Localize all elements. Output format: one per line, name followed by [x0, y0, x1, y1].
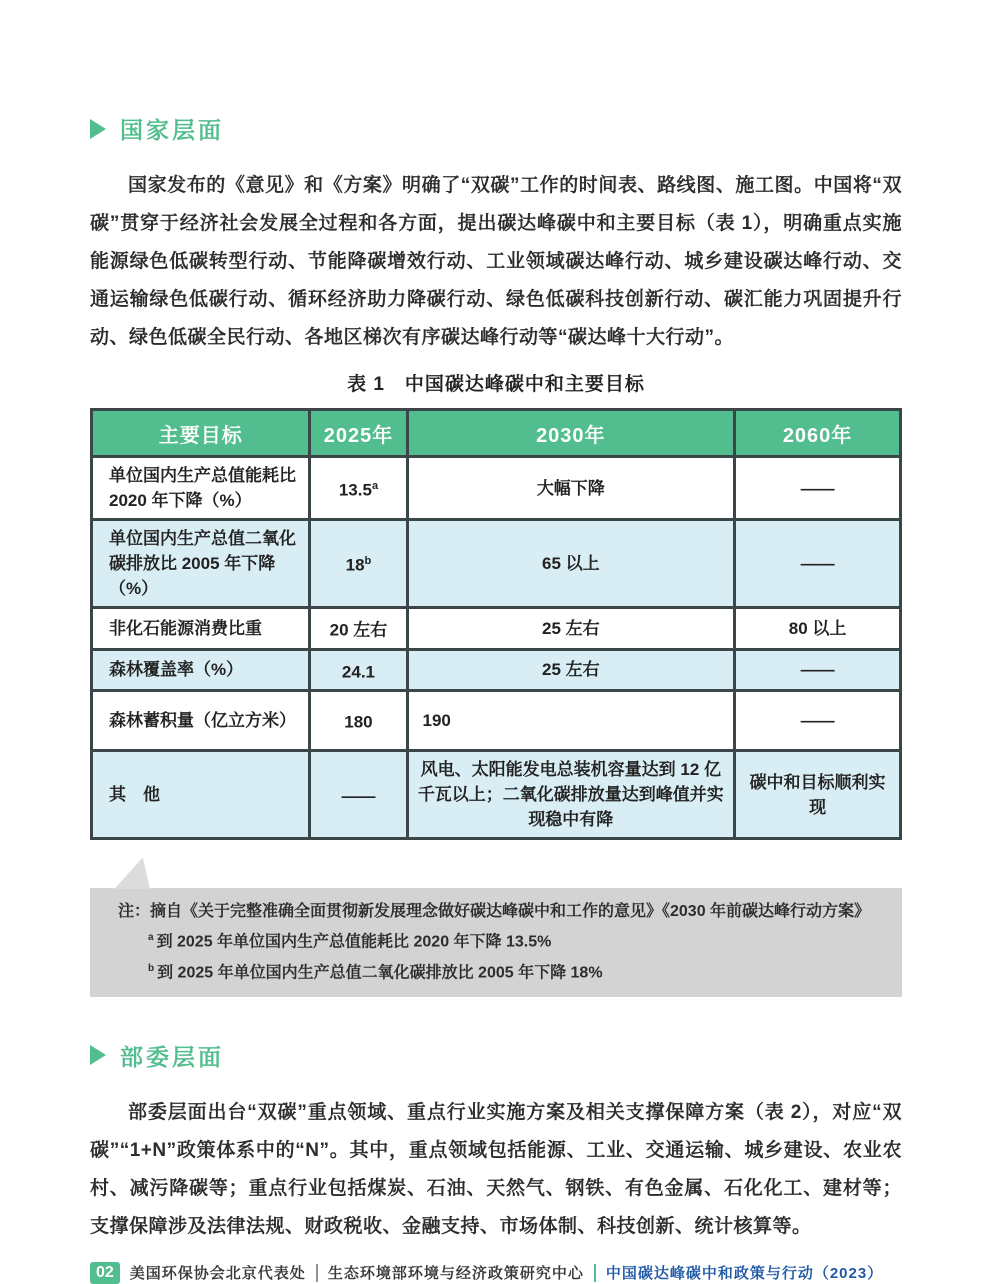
footer-org-1: 美国环保协会北京代表处: [129, 1265, 306, 1283]
cell-2025: [310, 691, 407, 751]
footer-org-2: 生态环境部环境与经济政策研究中心: [327, 1265, 584, 1283]
page-footer: [90, 1262, 902, 1284]
cell-2025-value: 18: [345, 555, 365, 575]
cell-2025-value: 20 左右: [329, 620, 388, 640]
page-number-badge: 02: [90, 1262, 120, 1284]
table-row: [92, 649, 901, 691]
section-heading-text: 部委层面: [120, 1043, 224, 1070]
note-box: [90, 888, 902, 997]
table-caption: 表 1 中国碳达峰碳中和主要目标: [347, 374, 645, 395]
triangle-bullet-icon: [90, 1045, 106, 1065]
row-label: 森林覆盖率（%）: [92, 649, 310, 691]
cell-2030: 190: [407, 691, 735, 751]
section-heading-ministry: [90, 1039, 902, 1072]
cell-2030: 65 以上: [407, 520, 735, 608]
footnote-a-mark: a: [148, 932, 154, 944]
goals-table: [90, 408, 902, 840]
cell-2025: [310, 649, 407, 691]
national-paragraph: 国家发布的《意见》和《方案》明确了“双碳”工作的时间表、路线图、施工图。中国将“双碳”贯穿于经济社会发展全过程和各方面，提出碳达峰碳中和主要目标（表 1），明确重点实施能源绿色低碳转型行动、节能降碳增效行动、工业领域碳达峰行动、城乡建设碳达峰行动、交通运输绿色低碳行动、循环经济助力降碳行动、绿色低碳科技创新行动、碳汇能力巩固提升行动、绿色低碳全民行动、各地区梯次有序碳达峰行动等“碳达峰十大行动”。: [90, 175, 902, 348]
footnote-b-mark: b: [148, 962, 155, 974]
cell-2030: 风电、太阳能发电总装机容量达到 12 亿千瓦以上；二氧化碳排放量达到峰值并实现稳中有降: [407, 751, 735, 839]
row-label: 森林蓄积量（亿立方米）: [92, 691, 310, 751]
column-header-2025: 2025年: [310, 410, 407, 457]
table-body: [92, 457, 901, 839]
footnote-a-text: 到 2025 年单位国内生产总值能耗比 2020 年下降 13.5%: [156, 933, 552, 951]
section-heading-text: 国家层面: [120, 117, 224, 143]
section-ministry: [90, 1039, 902, 1246]
cell-2025-value: ——: [341, 787, 376, 807]
row-label: 非化石能源消费比重: [92, 608, 310, 650]
row-label: 单位国内生产总值能耗比 2020 年下降（%）: [92, 457, 310, 520]
column-header-goal: 主要目标: [92, 410, 310, 457]
row-label: 单位国内生产总值二氧化碳排放比 2005 年下降（%）: [92, 520, 310, 608]
cell-2030: 大幅下降: [407, 457, 735, 520]
row-label: 其 他: [92, 751, 310, 839]
section-national: [90, 112, 902, 357]
table-row: [92, 457, 901, 520]
section-heading-national: [90, 112, 902, 145]
table-row: [92, 691, 901, 751]
cell-2060: 80 以上: [735, 608, 901, 650]
cell-2060: ——: [735, 520, 901, 608]
note-pointer-icon: [114, 857, 150, 889]
cell-2025: [310, 457, 407, 520]
cell-2025: [310, 520, 407, 608]
cell-2025-value: 180: [344, 713, 373, 733]
cell-2030: 25 左右: [407, 608, 735, 650]
ministry-paragraph: 部委层面出台“双碳”重点领域、重点行业实施方案及相关支撑保障方案（表 2），对应“双碳”“1+N”政策体系中的“N”。其中，重点领域包括能源、工业、交通运输、城乡建设、农业农村、减污降碳等；重点行业包括煤炭、石油、天然气、钢铁、有色金属、石化化工、建材等；支撑保障涉及法律法规、财政税收、金融支持、市场体制、科技创新、统计核算等。: [90, 1101, 902, 1237]
table-row: [92, 608, 901, 650]
note-footnote-a: [118, 925, 882, 955]
cell-2025-value: 24.1: [341, 662, 375, 682]
column-header-2030: 2030年: [407, 410, 735, 457]
cell-2060: ——: [735, 457, 901, 520]
footnote-b-text: 到 2025 年单位国内生产总值二氧化碳排放比 2005 年下降 18%: [157, 963, 603, 981]
cell-2060: ——: [735, 649, 901, 691]
footer-divider-icon: [316, 1264, 318, 1282]
footer-divider-icon: [594, 1264, 596, 1282]
cell-2060: 碳中和目标顺利实现: [735, 751, 901, 839]
cell-2025-value: 13.5: [338, 480, 372, 500]
triangle-bullet-icon: [90, 119, 106, 139]
table-row: [92, 751, 901, 839]
cell-2060: ——: [735, 691, 901, 751]
column-header-2060: 2060年: [735, 410, 901, 457]
table-row: [92, 520, 901, 608]
note-source-line: 注：摘自《关于完整准确全面贯彻新发展理念做好碳达峰碳中和工作的意见》《2030 年前碳达峰行动方案》: [118, 903, 871, 921]
cell-2025: [310, 751, 407, 839]
table-header-row: [92, 410, 901, 457]
note-footnote-b: [118, 956, 882, 986]
cell-2025-footnote-mark: b: [364, 555, 372, 568]
cell-2025-footnote-mark: a: [371, 479, 379, 492]
cell-2025: [310, 608, 407, 650]
cell-2030: 25 左右: [407, 649, 735, 691]
footer-doc-title: 中国碳达峰碳中和政策与行动（2023）: [605, 1265, 884, 1283]
